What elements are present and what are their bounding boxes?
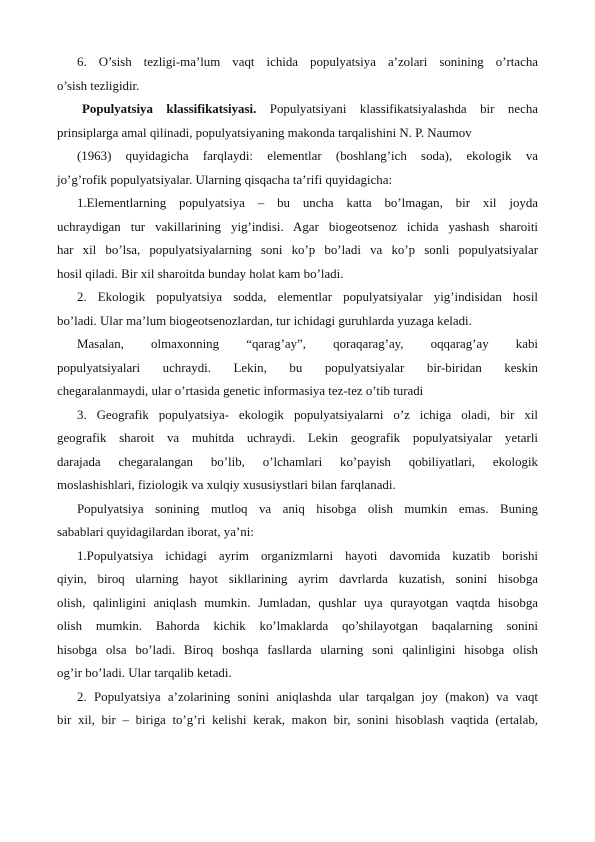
paragraph-line: 1.Elementlarning populyatsiya – bu uncha katta bo’lmagan, bir xil joyda [77, 196, 538, 210]
paragraph-line: hosil qiladi. Bir xil sharoitda bunday holat kam bo’ladi. [57, 266, 344, 281]
paragraph-line: 1.Populyatsiya ichidagi ayrim organizmlarni hayoti davomida kuzatib borishi [77, 548, 538, 563]
paragraph-line: qiyin, biroq ularning hayot sikllarining ayrim davrlarda kuzatish, sonini hisobga [57, 572, 538, 586]
paragraph-line: darajada chegaralangan bo’lib, o’lchamlari ko’payish qobiliyatlari, ekologik [57, 454, 538, 469]
paragraph-line: o’sish tezligidir. [57, 78, 140, 93]
paragraph-line: bir xil, bir – biriga to’g’ri kelishi kerak, makon bir, sonini hisoblash vaqtida (ertalab, [57, 713, 538, 727]
paragraph-line: olish, qalinligini aniqlash mumkin. Jumladan, qushlar uya qurayotgan vaqtda hisobga [57, 595, 538, 610]
paragraph-line: uchraydigan tur vakillarining yig’indisi. Agar biogeotsenoz ichida yashash sharoiti [57, 219, 538, 234]
paragraph-line: Masalan, olmaxonning “qarag’ay”, qoraqarag’ay, oqqarag’ay kabi [77, 337, 538, 351]
paragraph-line: 2. Ekologik populyatsiya sodda, elementlar populyatsiyalar yig’indisidan hosil [77, 290, 538, 304]
paragraph-line: 2. Populyatsiya a’zolarining sonini aniqlashda ular tarqalgan joy (makon) va vaqt [77, 689, 538, 704]
paragraph-line: olish mumkin. Bahorda kichik ko’lmaklarda qo’shilayotgan baqalarning sonini [57, 619, 538, 633]
paragraph-line: Populyatsiya sonining mutloq va aniq hisobga olish mumkin emas. Buning [77, 501, 538, 516]
paragraph-line: og’ir bo’ladi. Ular tarqalib ketadi. [57, 666, 232, 680]
paragraph-line: 3. Geografik populyatsiya- ekologik populyatsiyalarni o’z ichiga oladi, bir xil [77, 407, 538, 422]
paragraph-line: jo’g’rofik populyatsiyalar. Ularning qisqacha ta’rifi quyidagicha: [57, 172, 393, 187]
heading-continuation: Populyatsiyani klassifikatsiyalashda bir necha [256, 102, 538, 116]
paragraph-line: geografik sharoit va muhitda uchraydi. Lekin geografik populyatsiyalar yetarli [57, 431, 538, 445]
section-heading: Populyatsiya klassifikatsiyasi. [82, 102, 257, 116]
document-page [57, 51, 538, 733]
paragraph-line: sabablari quyidagilardan iborat, ya’ni: [57, 525, 254, 539]
paragraph-line: hisobga olsa bo’ladi. Biroq boshqa fasllarda ularning soni qalinligini hisobga olish [57, 642, 538, 657]
paragraph-line: chegaralanmaydi, ular o’rtasida genetic informasiya tez-tez o’tib turadi [57, 384, 424, 398]
paragraph-line: har xil bo’lsa, populyatsiyalarning soni ko’p bo’ladi va ko’p sonli populyatsiyalar [57, 243, 538, 257]
paragraph-line: moslashishlari, fiziologik va xulqiy xususiystlari bilan farqlanadi. [57, 478, 396, 492]
paragraph-line: bo’ladi. Ular ma’lum biogeotsenozlardan, tur ichidagi guruhlarda yuzaga keladi. [57, 313, 472, 328]
paragraph-line: (1963) quyidagicha farqlaydi: elementlar (boshlang’ich soda), ekologik va [77, 149, 538, 163]
paragraph-line: prinsiplarga amal qilinadi, populyatsiyaning makonda tarqalishini N. P. Naumov [57, 125, 472, 140]
paragraph-line: 6. O’sish tezligi-ma’lum vaqt ichida populyatsiya a’zolari sonining o’rtacha [77, 55, 538, 69]
paragraph-line: populyatsiyalari uchraydi. Lekin, bu populyatsiyalar bir-biridan keskin [57, 360, 538, 375]
section-heading-line [57, 98, 538, 122]
